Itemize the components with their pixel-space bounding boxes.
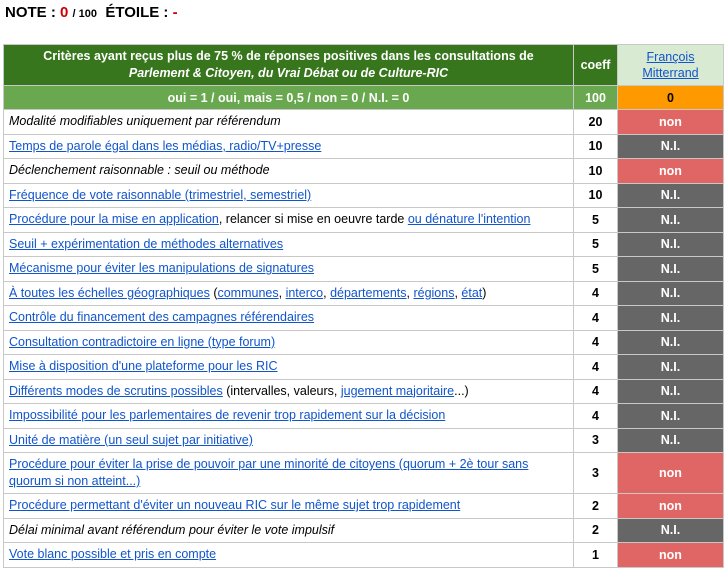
criterion-link[interactable]: Procédure pour la mise en application (9, 212, 219, 227)
coeff-cell: 5 (574, 208, 618, 233)
header-row (4, 45, 724, 86)
criterion-link[interactable]: Consultation contradictoire en ligne (type forum) (9, 334, 276, 349)
coeff-cell: 2 (574, 518, 618, 543)
criterion-link[interactable]: Fréquence de vote raisonnable (trimestriel, semestriel) (9, 187, 312, 202)
table-row (4, 453, 724, 494)
table-row (4, 494, 724, 519)
candidate-value-cell: non (618, 159, 724, 184)
criterion-cell (4, 183, 574, 208)
coeff-cell: 4 (574, 281, 618, 306)
criterion-text: Déclenchement raisonnable : seuil ou méthode (9, 163, 270, 178)
total-coeff: 100 (574, 86, 618, 110)
criterion-cell (4, 159, 574, 184)
table-row (4, 543, 724, 568)
coeff-cell: 4 (574, 330, 618, 355)
etoile-value: - (172, 4, 178, 21)
criterion-link[interactable]: Différents modes de scrutins possibles (9, 383, 223, 398)
criterion-link[interactable]: Impossibilité pour les parlementaires de revenir trop rapidement sur la décision (9, 408, 446, 423)
criterion-cell (4, 110, 574, 135)
candidate-value-cell: N.I. (618, 355, 724, 380)
criterion-cell (4, 281, 574, 306)
criterion-cell (4, 306, 574, 331)
table-row (4, 330, 724, 355)
candidate-value-cell: N.I. (618, 281, 724, 306)
criterion-cell (4, 453, 574, 494)
candidate-last-name: Mitterrand (642, 66, 699, 80)
candidate-value-cell: N.I. (618, 134, 724, 159)
candidate-value-cell: N.I. (618, 306, 724, 331)
coeff-cell: 20 (574, 110, 618, 135)
criterion-cell (4, 518, 574, 543)
criterion-link[interactable]: communes (217, 285, 279, 300)
candidate-value-cell: N.I. (618, 257, 724, 282)
table-row (4, 159, 724, 184)
criterion-text: ( (209, 285, 218, 300)
note-line: NOTE : 0 / 100 ÉTOILE : - (5, 4, 178, 21)
criterion-link[interactable]: Procédure pour éviter la prise de pouvoir par une minorité de citoyens (quorum + 2è tour sans quorum si non atteint...) (9, 457, 529, 488)
coeff-cell: 4 (574, 379, 618, 404)
candidate-value-cell: non (618, 494, 724, 519)
criterion-link[interactable]: interco (285, 285, 324, 300)
coeff-cell: 5 (574, 232, 618, 257)
coeff-cell: 5 (574, 257, 618, 282)
criterion-cell (4, 494, 574, 519)
candidate-value-cell: non (618, 453, 724, 494)
coeff-header: coeff (574, 45, 618, 86)
candidate-link[interactable] (642, 50, 698, 80)
coeff-cell: 4 (574, 355, 618, 380)
table-row (4, 232, 724, 257)
criterion-text: ...) (454, 383, 469, 398)
criteria-header-line2: Parlement & Citoyen, du Vrai Débat ou de Culture-RIC (128, 66, 449, 80)
coeff-cell: 4 (574, 306, 618, 331)
criterion-link[interactable]: Procédure permettant d'éviter un nouveau RIC sur le même sujet trop rapidement (9, 498, 461, 513)
criterion-text: , (454, 285, 462, 300)
table-row (4, 257, 724, 282)
candidate-first-name: François (646, 50, 695, 64)
candidate-value-cell: N.I. (618, 330, 724, 355)
note-label: NOTE (5, 4, 47, 21)
candidate-value-cell: N.I. (618, 518, 724, 543)
scale-legend: oui = 1 / oui, mais = 0,5 / non = 0 / N.I. = 0 (4, 86, 574, 110)
criterion-cell (4, 232, 574, 257)
criterion-link[interactable]: jugement majoritaire (340, 383, 455, 398)
criterion-link[interactable]: départements (330, 285, 407, 300)
table-row (4, 183, 724, 208)
table-row (4, 404, 724, 429)
candidate-value-cell: N.I. (618, 232, 724, 257)
note-max: / 100 (72, 8, 97, 20)
criterion-text: Modalité modifiables uniquement par référendum (9, 114, 281, 129)
criterion-text: , (323, 285, 331, 300)
etoile-label: ÉTOILE (105, 4, 160, 21)
candidate-value-cell: N.I. (618, 183, 724, 208)
criterion-link[interactable]: état (461, 285, 483, 300)
criterion-link[interactable]: régions (413, 285, 455, 300)
table-row (4, 134, 724, 159)
criterion-link[interactable]: Mécanisme pour éviter les manipulations de signatures (9, 261, 315, 276)
criterion-link[interactable]: Temps de parole égal dans les médias, radio/TV+presse (9, 138, 322, 153)
candidate-value-cell: non (618, 110, 724, 135)
criterion-link[interactable]: Unité de matière (un seul sujet par initiative) (9, 432, 253, 447)
candidate-value-cell: N.I. (618, 404, 724, 429)
criterion-cell (4, 379, 574, 404)
table-row (4, 281, 724, 306)
criterion-text: , relancer si mise en oeuvre tarde (218, 212, 408, 227)
criterion-cell (4, 330, 574, 355)
table-row (4, 208, 724, 233)
criterion-link[interactable]: ou dénature l'intention (407, 212, 531, 227)
table-row (4, 518, 724, 543)
candidate-value-cell: N.I. (618, 379, 724, 404)
criteria-table (3, 44, 724, 568)
table-row (4, 428, 724, 453)
coeff-cell: 3 (574, 453, 618, 494)
criterion-text: (intervalles, valeurs, (222, 383, 341, 398)
criterion-link[interactable]: À toutes les échelles géographiques (9, 285, 210, 300)
criterion-cell (4, 543, 574, 568)
criterion-link[interactable]: Vote blanc possible et pris en compte (9, 547, 217, 562)
criteria-header (4, 45, 574, 86)
criterion-link[interactable]: Contrôle du financement des campagnes référendaires (9, 310, 315, 325)
criterion-cell (4, 428, 574, 453)
coeff-cell: 10 (574, 183, 618, 208)
criterion-text: Délai minimal avant référendum pour éviter le vote impulsif (9, 522, 335, 537)
criterion-cell (4, 208, 574, 233)
criterion-cell (4, 355, 574, 380)
table-row (4, 110, 724, 135)
criterion-link[interactable]: Mise à disposition d'une plateforme pour les RIC (9, 359, 278, 374)
coeff-cell: 1 (574, 543, 618, 568)
criterion-text: , (278, 285, 286, 300)
candidate-score: 0 (618, 86, 724, 110)
criterion-text: ) (482, 285, 487, 300)
coeff-cell: 4 (574, 404, 618, 429)
criterion-link[interactable]: Seuil + expérimentation de méthodes alternatives (9, 236, 284, 251)
criteria-header-line1: Critères ayant reçus plus de 75 % de réponses positives dans les consultations de (43, 49, 534, 63)
candidate-header (618, 45, 724, 86)
coeff-cell: 10 (574, 134, 618, 159)
criterion-cell (4, 257, 574, 282)
table-row (4, 379, 724, 404)
table-row (4, 306, 724, 331)
table-row (4, 355, 724, 380)
coeff-cell: 10 (574, 159, 618, 184)
note-value: 0 (60, 4, 69, 21)
criterion-cell (4, 404, 574, 429)
coeff-cell: 3 (574, 428, 618, 453)
coeff-cell: 2 (574, 494, 618, 519)
candidate-value-cell: N.I. (618, 208, 724, 233)
criterion-cell (4, 134, 574, 159)
candidate-value-cell: N.I. (618, 428, 724, 453)
scale-row (4, 86, 724, 110)
criterion-text: , (406, 285, 414, 300)
candidate-value-cell: non (618, 543, 724, 568)
